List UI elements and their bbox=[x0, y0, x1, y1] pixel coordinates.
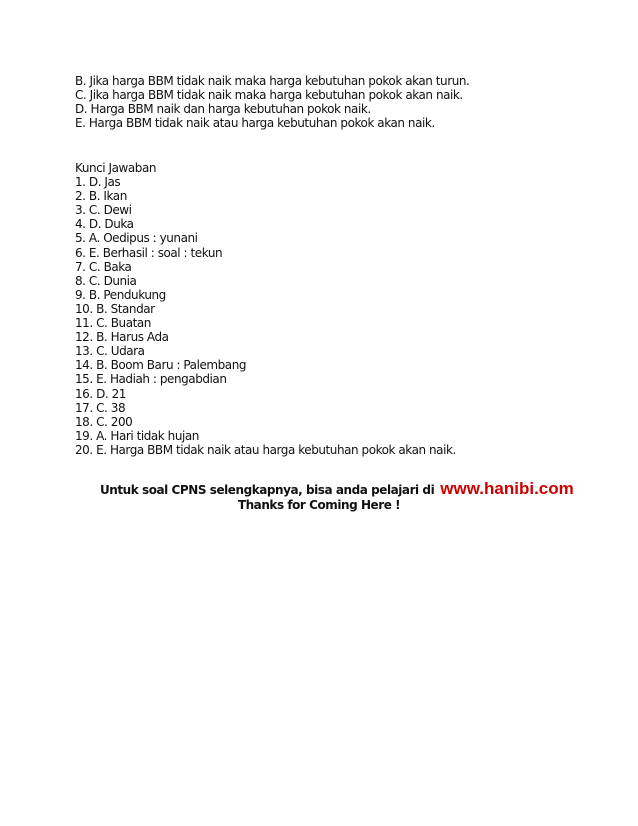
answer-item: 9. B. Pendukung bbox=[75, 287, 166, 302]
answer-item: 7. C. Baka bbox=[75, 259, 132, 274]
answer-key bbox=[75, 161, 456, 457]
option-c: C. Jika harga BBM tidak naik maka harga kebutuhan pokok akan naik. bbox=[75, 88, 463, 103]
answer-item: 4. D. Duka bbox=[75, 217, 134, 232]
answer-item: 17. C. 38 bbox=[75, 400, 126, 415]
promo-line bbox=[100, 479, 574, 499]
answer-item: 13. C. Udara bbox=[75, 344, 145, 359]
answer-item: 20. E. Harga BBM tidak naik atau harga kebutuhan pokok akan naik. bbox=[75, 442, 456, 457]
answer-options bbox=[75, 74, 469, 130]
answer-item: 12. B. Harus Ada bbox=[75, 330, 169, 345]
option-e: E. Harga BBM tidak naik atau harga kebutuhan pokok akan naik. bbox=[75, 116, 435, 131]
promo-text: Untuk soal CPNS selengkapnya, bisa anda pelajari di bbox=[100, 483, 435, 497]
thanks-text: Thanks for Coming Here ! bbox=[237, 498, 401, 512]
site-link[interactable]: www.hanibi.com bbox=[440, 479, 574, 498]
answer-item: 5. A. Oedipus : yunani bbox=[75, 231, 198, 246]
answer-item: 16. D. 21 bbox=[75, 386, 126, 401]
option-d: D. Harga BBM naik dan harga kebutuhan pokok naik. bbox=[75, 102, 371, 117]
answer-item: 15. E. Hadiah : pengabdian bbox=[75, 372, 227, 387]
answer-item: 10. B. Standar bbox=[75, 301, 155, 316]
option-b: B. Jika harga BBM tidak naik maka harga kebutuhan pokok akan turun. bbox=[75, 74, 470, 88]
answer-key-heading: Kunci Jawaban bbox=[75, 161, 157, 175]
answer-item: 11. C. Buatan bbox=[75, 316, 151, 331]
answer-item: 2. B. Ikan bbox=[75, 189, 127, 204]
answer-item: 8. C. Dunia bbox=[75, 273, 137, 288]
answer-item: 14. B. Boom Baru : Palembang bbox=[75, 358, 247, 373]
answer-item: 1. D. Jas bbox=[75, 175, 121, 190]
answer-item: 6. E. Berhasil : soal : tekun bbox=[75, 245, 223, 260]
answer-item: 18. C. 200 bbox=[75, 414, 133, 429]
answer-item: 3. C. Dewi bbox=[75, 203, 132, 218]
answer-item: 19. A. Hari tidak hujan bbox=[75, 428, 199, 443]
